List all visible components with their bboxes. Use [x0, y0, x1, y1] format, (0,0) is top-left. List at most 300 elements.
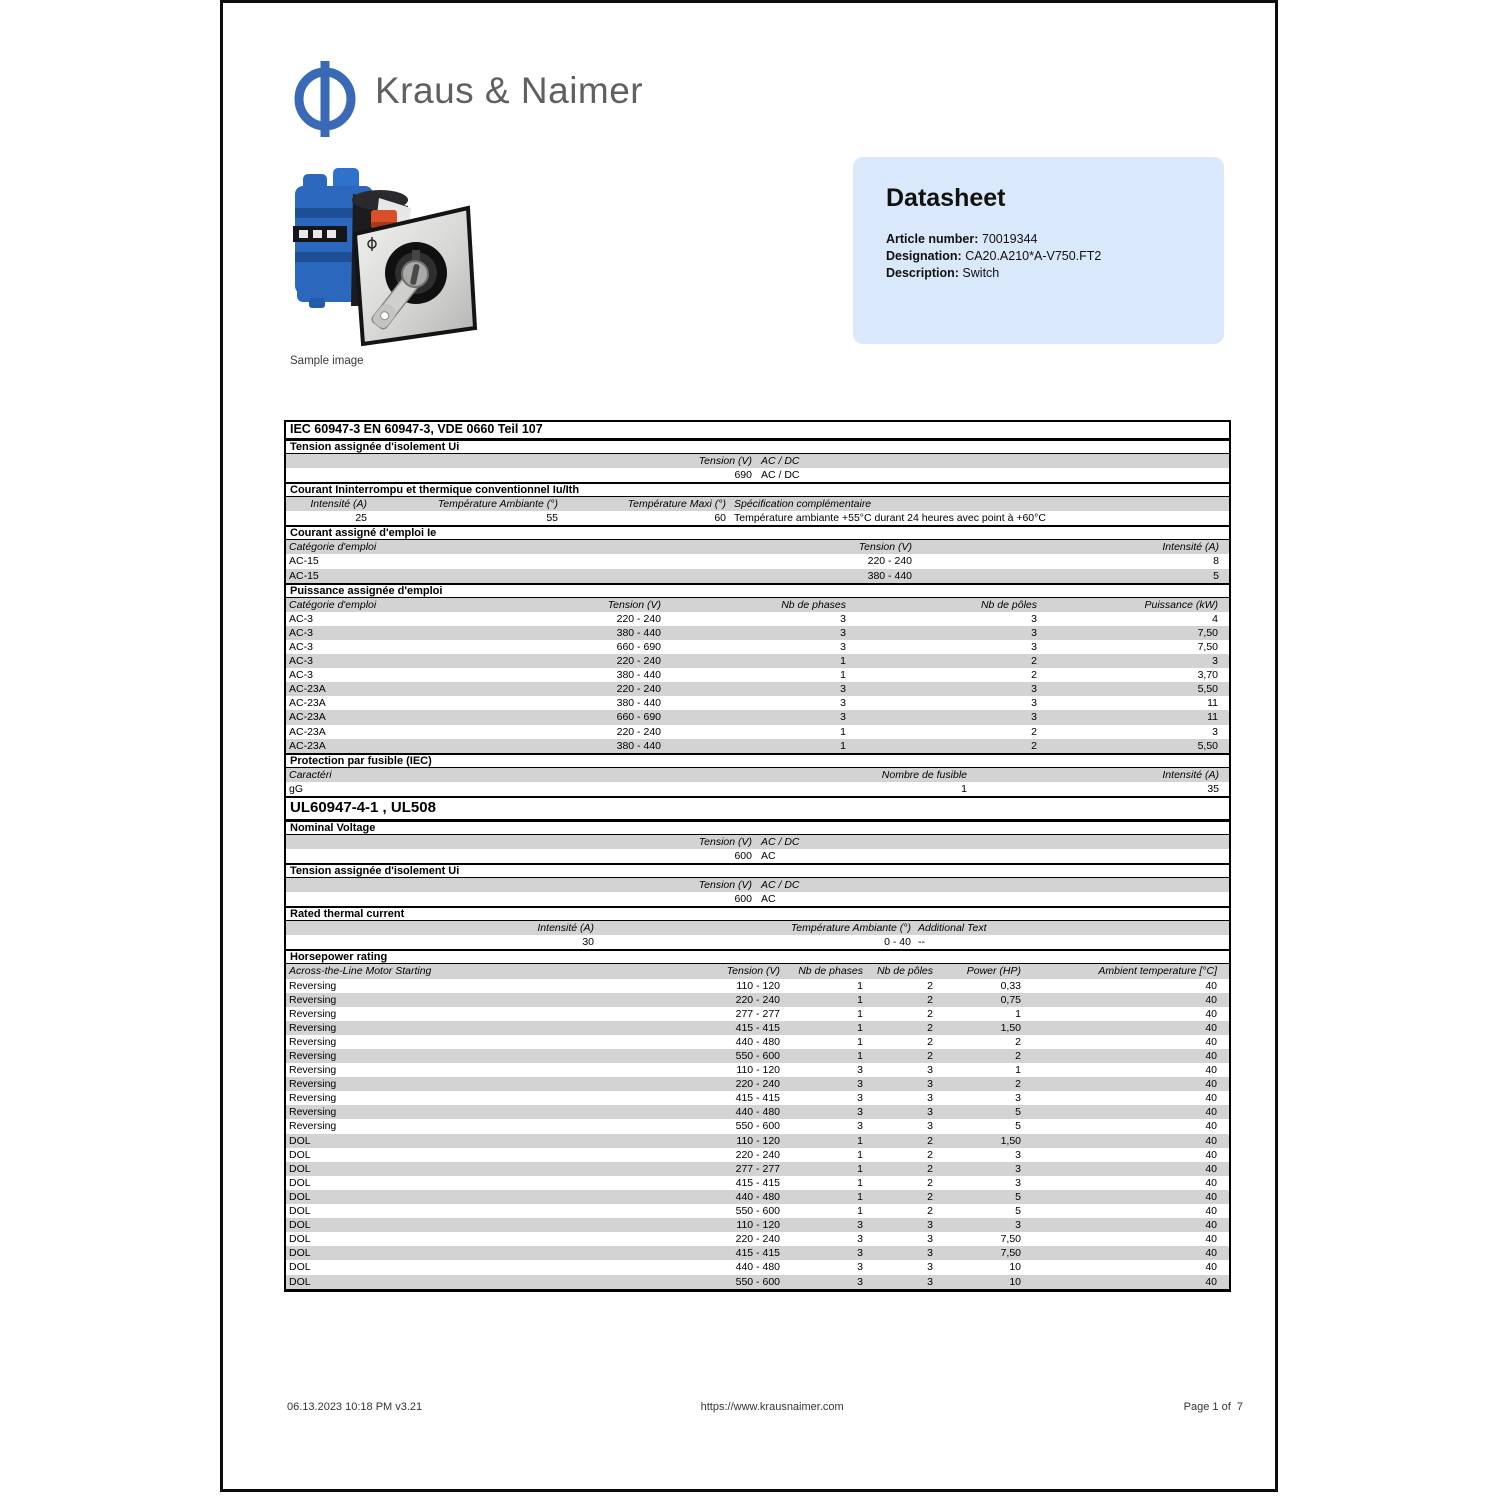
table-subsection-heading-row: [286, 949, 1229, 964]
table-cell: 440 - 480: [735, 1035, 780, 1048]
table-cell: 3: [927, 1233, 933, 1246]
table-subsection-heading-row: [286, 583, 1229, 598]
designation-label: Designation:: [886, 249, 962, 263]
table-cell: 3: [927, 1275, 933, 1288]
table-row: [286, 1077, 1229, 1091]
table-cell: 55: [546, 512, 558, 525]
column-header: Intensité (A): [537, 922, 594, 935]
table-row: [286, 1162, 1229, 1176]
table-cell: 5: [1213, 569, 1219, 582]
spec-table: [284, 420, 1231, 1292]
table-subsection-heading-row: [286, 753, 1229, 768]
table-cell: 3: [927, 1247, 933, 1260]
table-cell: 40: [1205, 1261, 1217, 1274]
table-row: [286, 849, 1229, 863]
table-section-heading-row: [286, 796, 1229, 820]
table-cell: 2: [927, 1162, 933, 1175]
table-cell: 550 - 600: [735, 1275, 780, 1288]
table-cell: 11: [1207, 711, 1218, 724]
table-cell: 0,75: [1000, 993, 1021, 1006]
table-cell: 3: [840, 640, 846, 653]
table-cell: 1: [840, 725, 846, 738]
table-cell: 2: [1031, 739, 1037, 752]
table-subsection-heading-row: [286, 482, 1229, 497]
table-row: [286, 1007, 1229, 1021]
table-cell: 3: [1031, 626, 1037, 639]
table-cell: 110 - 120: [736, 979, 780, 992]
table-row: [286, 511, 1229, 525]
column-header: AC / DC: [761, 835, 800, 848]
table-cell: 40: [1205, 1233, 1217, 1246]
table-row: [286, 710, 1229, 724]
table-cell: Reversing: [289, 1021, 337, 1034]
table-cell: 1: [840, 669, 846, 682]
column-header: Nb de pôles: [876, 965, 933, 978]
table-cell: 3: [927, 1261, 933, 1274]
column-header: Spécification complémentaire: [734, 498, 872, 511]
table-cell: 2: [927, 1007, 933, 1020]
table-cell: 3: [1031, 697, 1037, 710]
table-cell: AC-3: [289, 612, 313, 625]
table-row: [286, 1105, 1229, 1119]
table-cell: 3: [1212, 655, 1218, 668]
table-section-heading-row: [286, 422, 1229, 439]
table-row: [286, 1134, 1229, 1148]
table-cell: 3: [840, 683, 846, 696]
column-header: Tension (V): [698, 879, 752, 892]
table-row: [286, 1091, 1229, 1105]
table-cell: Reversing: [289, 1078, 337, 1091]
table-cell: 1: [857, 1205, 863, 1218]
table-cell: gG: [289, 782, 304, 795]
table-cell: 60: [714, 512, 726, 525]
table-cell: 5: [1015, 1120, 1021, 1133]
table-cell: DOL: [289, 1190, 311, 1203]
table-cell: 110 - 120: [736, 1064, 780, 1077]
column-header: Catégorie d'emploi: [289, 541, 377, 554]
table-cell: 1: [961, 782, 967, 795]
table-header-row: [286, 768, 1229, 782]
table-cell: 277 - 277: [735, 1007, 780, 1020]
table-cell: 3,70: [1197, 669, 1218, 682]
table-cell: 1: [1015, 1064, 1021, 1077]
table-cell: DOL: [289, 1162, 311, 1175]
table-cell: Température ambiante +55°C durant 24 heures avec point à +60°C: [734, 512, 1046, 525]
column-header: Température Ambiante (°): [437, 498, 558, 511]
table-cell: 40: [1205, 1205, 1217, 1218]
table-cell: 7,50: [1000, 1247, 1021, 1260]
column-header: Power (HP): [966, 965, 1021, 978]
table-cell: AC-23A: [289, 739, 326, 752]
table-cell: --: [918, 936, 925, 949]
table-cell: 415 - 415: [735, 1247, 780, 1260]
table-cell: 1: [857, 1176, 863, 1189]
column-header: Across-the-Line Motor Starting: [289, 965, 432, 978]
table-cell: 5: [1015, 1205, 1021, 1218]
table-cell: 40: [1205, 1148, 1217, 1161]
table-cell: 220 - 240: [616, 683, 661, 696]
table-cell: AC: [761, 849, 776, 862]
table-cell: 10: [1009, 1275, 1021, 1288]
table-header-row: [286, 540, 1229, 554]
table-subsection-heading-row: [286, 906, 1229, 921]
column-header: Puissance (kW): [1144, 598, 1218, 611]
table-cell: DOL: [289, 1233, 311, 1246]
table-row: [286, 668, 1229, 682]
table-cell: 2: [927, 1035, 933, 1048]
section-title: Tension assignée d'isolement Ui: [290, 865, 460, 878]
table-cell: 3: [840, 711, 846, 724]
table-cell: AC-15: [289, 569, 319, 582]
table-cell: 3: [1031, 612, 1037, 625]
table-cell: 220 - 240: [735, 1233, 780, 1246]
table-cell: 3: [927, 1092, 933, 1105]
table-cell: 220 - 240: [616, 612, 661, 625]
table-cell: 4: [1212, 612, 1218, 625]
table-row: [286, 468, 1229, 482]
section-title: Courant assigné d'emploi Ie: [290, 527, 437, 540]
footer-date: 06.13.2023 10:18 PM v3.21: [287, 1401, 423, 1413]
table-cell: 3: [1015, 1148, 1021, 1161]
table-subsection-heading-row: [286, 525, 1229, 540]
description-row: [886, 265, 1212, 282]
table-cell: AC-23A: [289, 725, 326, 738]
table-cell: 40: [1205, 1078, 1217, 1091]
footer-url[interactable]: https://www.krausnaimer.com: [700, 1401, 844, 1413]
section-title: Protection par fusible (IEC): [290, 754, 432, 767]
table-cell: 1: [857, 1162, 863, 1175]
table-row: [286, 1035, 1229, 1049]
table-row: [286, 892, 1229, 906]
table-cell: Reversing: [289, 1007, 337, 1020]
table-cell: 3: [857, 1233, 863, 1246]
table-row: [286, 626, 1229, 640]
column-header: Caractéri: [289, 768, 332, 781]
table-cell: DOL: [289, 1275, 311, 1288]
table-row: [286, 1063, 1229, 1077]
table-row: [286, 782, 1229, 796]
table-header-row: [286, 598, 1229, 612]
table-cell: 1: [1015, 1007, 1021, 1020]
table-row: [286, 640, 1229, 654]
table-cell: 3: [927, 1064, 933, 1077]
table-cell: 3: [857, 1120, 863, 1133]
table-cell: 40: [1205, 1050, 1217, 1062]
table-subsection-heading-row: [286, 863, 1229, 878]
product-image: [283, 156, 483, 356]
table-cell: 660 - 690: [616, 640, 661, 653]
table-cell: AC-3: [289, 655, 313, 668]
table-cell: 1: [857, 993, 863, 1006]
table-cell: 380 - 440: [616, 626, 661, 639]
column-header: Tension (V): [607, 598, 661, 611]
table-row: [286, 979, 1229, 993]
table-cell: 440 - 480: [735, 1190, 780, 1203]
table-cell: 1: [857, 1134, 863, 1147]
table-cell: 7,50: [1197, 640, 1218, 653]
table-cell: 2: [927, 1021, 933, 1034]
table-cell: Reversing: [289, 1035, 337, 1048]
table-cell: 415 - 415: [735, 1092, 780, 1105]
table-cell: 1,50: [1000, 1021, 1021, 1034]
table-cell: 25: [355, 512, 367, 525]
section-title: UL60947-4-1 , UL508: [290, 798, 436, 816]
sample-image-caption: Sample image: [290, 355, 364, 367]
table-row: [286, 682, 1229, 696]
table-cell: Reversing: [289, 979, 337, 992]
table-cell: 0 - 40: [884, 936, 911, 949]
table-row: [286, 1246, 1229, 1260]
table-cell: 2: [927, 979, 933, 992]
table-cell: 1: [857, 1190, 863, 1203]
table-row: [286, 1049, 1229, 1063]
table-cell: DOL: [289, 1247, 311, 1260]
datasheet-card: [853, 157, 1224, 344]
table-cell: 3: [840, 697, 846, 710]
column-header: Tension (V): [726, 965, 780, 978]
table-subsection-heading-row: [286, 439, 1229, 454]
table-cell: 40: [1205, 993, 1217, 1006]
table-cell: 277 - 277: [735, 1162, 780, 1175]
table-cell: 35: [1207, 782, 1219, 795]
table-cell: 3: [1031, 711, 1037, 724]
table-cell: 2: [1015, 1078, 1021, 1091]
table-cell: 380 - 440: [616, 739, 661, 752]
table-cell: 40: [1205, 1035, 1217, 1048]
table-cell: 220 - 240: [735, 1148, 780, 1161]
table-subsection-heading-row: [286, 820, 1229, 835]
table-cell: 30: [582, 936, 594, 949]
table-cell: 3: [840, 626, 846, 639]
table-cell: 220 - 240: [616, 725, 661, 738]
page-footer: [287, 1401, 1243, 1413]
table-cell: 40: [1205, 1247, 1217, 1260]
table-cell: 2: [1015, 1035, 1021, 1048]
table-cell: 11: [1207, 697, 1218, 710]
table-cell: 220 - 240: [867, 555, 912, 568]
table-cell: 3: [857, 1219, 863, 1232]
section-title: Nominal Voltage: [290, 821, 376, 834]
column-header: AC / DC: [761, 879, 800, 892]
table-cell: 40: [1205, 1134, 1217, 1147]
table-cell: Reversing: [289, 993, 337, 1006]
table-row: [286, 696, 1229, 710]
brand-logo-phi-icon: [288, 60, 362, 138]
table-cell: 1: [857, 1035, 863, 1048]
table-row: [286, 1119, 1229, 1133]
table-header-row: [286, 878, 1229, 892]
column-header: Tension (V): [698, 455, 752, 467]
table-cell: 3: [927, 1120, 933, 1133]
table-cell: 380 - 440: [616, 669, 661, 682]
table-row: [286, 1275, 1229, 1289]
table-cell: 3: [1212, 725, 1218, 738]
table-cell: 1,50: [1000, 1134, 1021, 1147]
table-cell: 220 - 240: [735, 1078, 780, 1091]
table-header-row: [286, 454, 1229, 468]
table-row: [286, 935, 1229, 949]
table-cell: AC-3: [289, 626, 313, 639]
table-cell: 550 - 600: [735, 1050, 780, 1062]
table-row: [286, 1021, 1229, 1035]
table-cell: 2: [927, 993, 933, 1006]
table-cell: 3: [840, 612, 846, 625]
section-title: IEC 60947-3 EN 60947-3, VDE 0660 Teil 107: [290, 422, 543, 436]
footer-page-number: Page 1 of 7: [1183, 1401, 1243, 1413]
table-cell: 5,50: [1197, 739, 1218, 752]
table-cell: 380 - 440: [867, 569, 912, 582]
table-cell: AC / DC: [761, 469, 800, 482]
column-header: AC / DC: [761, 455, 800, 467]
table-cell: 5: [1015, 1106, 1021, 1119]
column-header: Température Maxi (°): [627, 498, 726, 511]
table-cell: 440 - 480: [735, 1261, 780, 1274]
table-cell: AC-23A: [289, 683, 326, 696]
column-header: Nombre de fusible: [881, 768, 967, 781]
table-cell: 2: [1031, 669, 1037, 682]
article-number-value: 70019344: [981, 232, 1038, 246]
table-cell: 8: [1213, 555, 1219, 568]
table-row: [286, 554, 1229, 568]
table-cell: Reversing: [289, 1120, 337, 1133]
column-header: Tension (V): [698, 835, 752, 848]
table-cell: 3: [857, 1092, 863, 1105]
column-header: Catégorie d'emploi: [289, 598, 377, 611]
table-row: [286, 1218, 1229, 1232]
table-cell: 3: [1015, 1162, 1021, 1175]
brand-name: Kraus & Naimer: [375, 70, 644, 111]
table-cell: 40: [1205, 1106, 1217, 1119]
section-title: Courant Ininterrompu et thermique conventionnel Iu/Ith: [290, 484, 580, 497]
column-header: Température Ambiante (°): [790, 922, 911, 935]
table-row: [286, 1176, 1229, 1190]
table-cell: DOL: [289, 1219, 311, 1232]
table-cell: 1: [857, 1007, 863, 1020]
table-cell: 2: [1031, 725, 1037, 738]
table-cell: 550 - 600: [735, 1205, 780, 1218]
table-cell: 5: [1015, 1190, 1021, 1203]
table-cell: 40: [1205, 1275, 1217, 1288]
table-cell: AC: [761, 893, 776, 906]
table-cell: 415 - 415: [735, 1176, 780, 1189]
table-cell: 3: [857, 1261, 863, 1274]
table-cell: 3: [857, 1275, 863, 1288]
table-header-row: [286, 921, 1229, 935]
table-cell: AC-23A: [289, 697, 326, 710]
table-row: [286, 1204, 1229, 1218]
table-cell: 3: [1031, 640, 1037, 653]
datasheet-page: [220, 0, 1278, 1492]
table-cell: Reversing: [289, 1092, 337, 1105]
table-cell: DOL: [289, 1148, 311, 1161]
table-cell: 0,33: [1000, 979, 1021, 992]
table-cell: Reversing: [289, 1106, 337, 1119]
table-cell: 3: [857, 1247, 863, 1260]
table-row: [286, 654, 1229, 668]
table-cell: DOL: [289, 1205, 311, 1218]
table-row: [286, 1232, 1229, 1246]
table-cell: 7,50: [1197, 626, 1218, 639]
table-cell: DOL: [289, 1261, 311, 1274]
table-cell: 2: [927, 1050, 933, 1062]
table-cell: 1: [857, 979, 863, 992]
article-number-row: [886, 231, 1212, 248]
table-cell: 1: [840, 655, 846, 668]
card-fields: [886, 231, 1212, 282]
column-header: Nb de phases: [781, 598, 846, 611]
column-header: Additional Text: [918, 922, 987, 935]
table-cell: 2: [927, 1205, 933, 1218]
table-cell: 2: [927, 1190, 933, 1203]
table-cell: 2: [1015, 1050, 1021, 1062]
designation-row: [886, 248, 1212, 265]
table-cell: 2: [927, 1134, 933, 1147]
table-cell: 220 - 240: [616, 655, 661, 668]
column-header: Tension (V): [858, 541, 912, 554]
table-row: [286, 1190, 1229, 1204]
table-cell: 3: [1015, 1176, 1021, 1189]
table-cell: 40: [1205, 1120, 1217, 1133]
table-cell: 3: [857, 1064, 863, 1077]
table-cell: 2: [927, 1148, 933, 1161]
table-cell: 3: [1031, 683, 1037, 696]
table-cell: Reversing: [289, 1064, 337, 1077]
table-cell: 40: [1205, 1092, 1217, 1105]
table-cell: AC-3: [289, 669, 313, 682]
section-title: Rated thermal current: [290, 908, 405, 921]
table-cell: 660 - 690: [616, 711, 661, 724]
table-cell: 40: [1205, 1162, 1217, 1175]
table-row: [286, 612, 1229, 626]
table-cell: 600: [734, 849, 752, 862]
table-cell: 10: [1009, 1261, 1021, 1274]
table-cell: 110 - 120: [736, 1219, 780, 1232]
table-header-row: [286, 835, 1229, 849]
table-cell: DOL: [289, 1134, 311, 1147]
table-row: [286, 725, 1229, 739]
section-title: Puissance assignée d'emploi: [290, 584, 443, 597]
table-header-row: [286, 497, 1229, 511]
description-value: Switch: [962, 266, 1000, 280]
table-cell: 5,50: [1197, 683, 1218, 696]
table-cell: DOL: [289, 1176, 311, 1189]
table-cell: 220 - 240: [735, 993, 780, 1006]
table-cell: 440 - 480: [735, 1106, 780, 1119]
table-cell: 40: [1205, 979, 1217, 992]
table-cell: 2: [1031, 655, 1037, 668]
table-cell: AC-3: [289, 640, 313, 653]
table-cell: 2: [927, 1176, 933, 1189]
table-row: [286, 739, 1229, 753]
table-cell: 40: [1205, 1190, 1217, 1203]
column-header: Ambient temperature [°C]: [1098, 965, 1217, 978]
table-cell: 380 - 440: [616, 697, 661, 710]
table-cell: 415 - 415: [735, 1021, 780, 1034]
table-cell: 40: [1205, 1219, 1217, 1232]
table-cell: 40: [1205, 1021, 1217, 1034]
table-cell: 40: [1205, 1064, 1217, 1077]
column-header: Intensité (A): [310, 498, 367, 511]
table-cell: 1: [857, 1021, 863, 1034]
table-cell: AC-15: [289, 555, 319, 568]
table-row: [286, 993, 1229, 1007]
table-cell: 110 - 120: [736, 1134, 780, 1147]
table-cell: Reversing: [289, 1050, 337, 1062]
table-row: [286, 1260, 1229, 1274]
designation-value: CA20.A210*A-V750.FT2: [965, 249, 1102, 263]
table-cell: 550 - 600: [735, 1120, 780, 1133]
table-cell: 40: [1205, 1176, 1217, 1189]
